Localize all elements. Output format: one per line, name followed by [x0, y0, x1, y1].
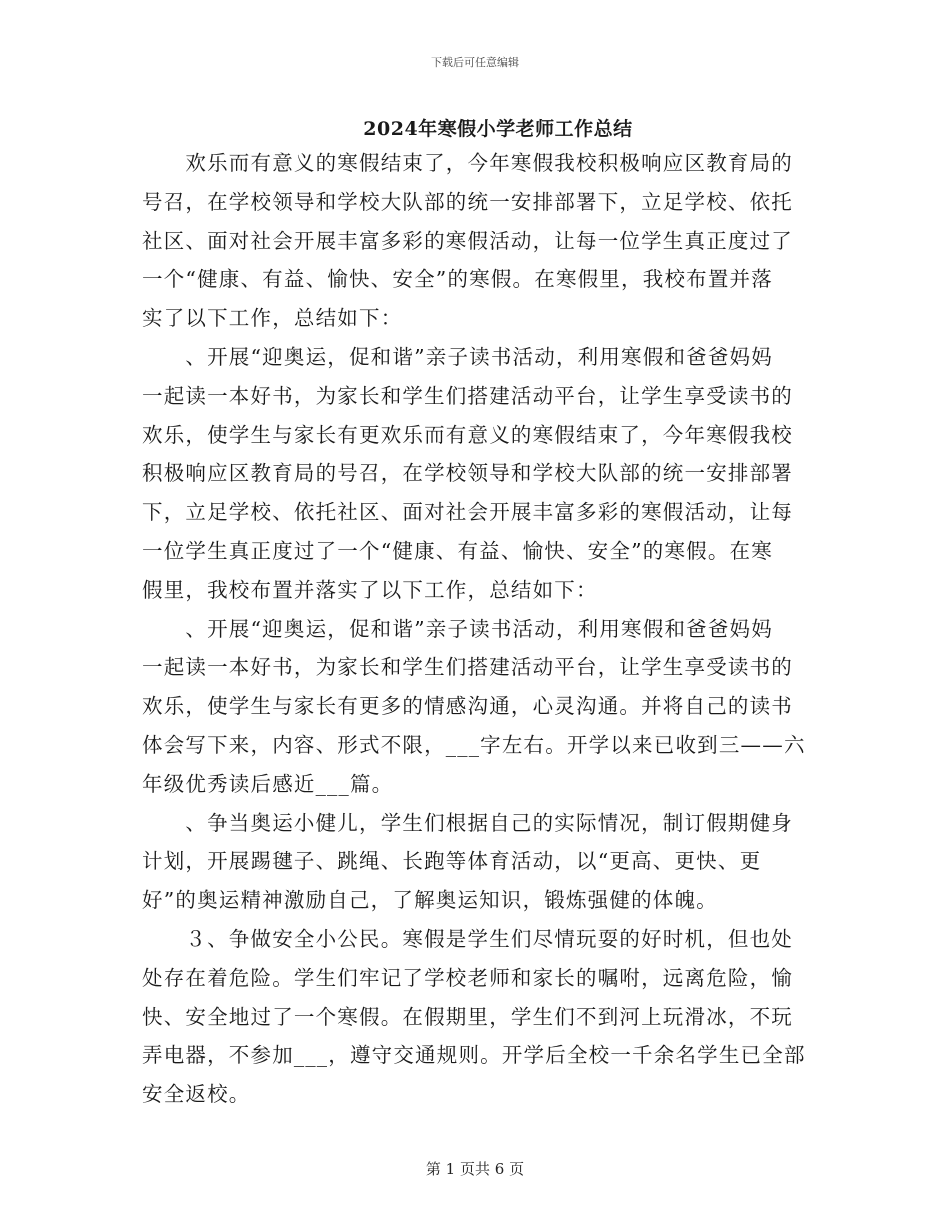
body-line: 计划，开展踢毽子、跳绳、长跑等体育活动，以“更高、更快、更	[142, 849, 762, 874]
body-line: 年级优秀读后感近___篇。	[142, 771, 394, 796]
body-line: 欢乐而有意义的寒假结束了，今年寒假我校积极响应区教育局的	[142, 151, 793, 175]
body-line: 一个“健康、有益、愉快、安全”的寒假。在寒假里，我校布置并落	[142, 267, 773, 292]
body-line: 号召，在学校领导和学校大队部的统一安排部署下，立足学校、依托	[142, 189, 793, 214]
body-line: 欢乐，使学生与家长有更多的情感沟通，心灵沟通。并将自己的读书	[142, 694, 793, 719]
body-line: ３、争做安全小公民。寒假是学生们尽情玩耍的好时机，但也处	[142, 926, 793, 951]
body-line: 处存在着危险。学生们牢记了学校老师和家长的嘱咐，远离危险，愉	[142, 965, 793, 990]
body-line: 安全返校。	[142, 1082, 251, 1107]
body-line: 实了以下工作，总结如下：	[142, 306, 403, 331]
body-line: 假里，我校布置并落实了以下工作，总结如下：	[142, 577, 598, 602]
body-line: 一起读一本好书，为家长和学生们搭建活动平台，让学生享受读书的	[142, 383, 793, 408]
body-line: 弄电器，不参加___，遵守交通规则。开学后全校一千余名学生已全部	[142, 1043, 806, 1068]
body-line: 一起读一本好书，为家长和学生们搭建活动平台，让学生享受读书的	[142, 655, 793, 680]
body-line: 积极响应区教育局的号召，在学校领导和学校大队部的统一安排部署	[142, 461, 793, 486]
body-line: 、开展“迎奥运，促和谐”亲子读书活动，利用寒假和爸爸妈妈	[142, 616, 773, 641]
document-body	[142, 144, 810, 1114]
body-line: 一位学生真正度过了一个“健康、有益、愉快、安全”的寒假。在寒	[142, 538, 773, 563]
body-line: 快、安全地过了一个寒假。在假期里，学生们不到河上玩滑冰，不玩	[142, 1004, 793, 1029]
body-line: 社区、面对社会开展丰富多彩的寒假活动，让每一位学生真正度过了	[142, 228, 793, 253]
header-note: 下载后可任意编辑	[431, 56, 519, 69]
body-line: 体会写下来，内容、形式不限，___字左右。开学以来已收到三——六	[142, 732, 806, 757]
document-title: 2024年寒假小学老师工作总结	[363, 118, 633, 140]
body-line: 好”的奥运精神激励自己，了解奥运知识，锻炼强健的体魄。	[142, 888, 718, 913]
body-line: 、争当奥运小健儿，学生们根据自己的实际情况，制订假期健身	[142, 810, 793, 835]
body-line: 、开展“迎奥运，促和谐”亲子读书活动，利用寒假和爸爸妈妈	[142, 344, 773, 369]
page-indicator: 第 1 页共 6 页	[425, 1160, 525, 1178]
body-line: 欢乐，使学生与家长有更欢乐而有意义的寒假结束了，今年寒假我校	[142, 422, 793, 447]
body-line: 下，立足学校、依托社区、面对社会开展丰富多彩的寒假活动，让每	[142, 500, 793, 525]
